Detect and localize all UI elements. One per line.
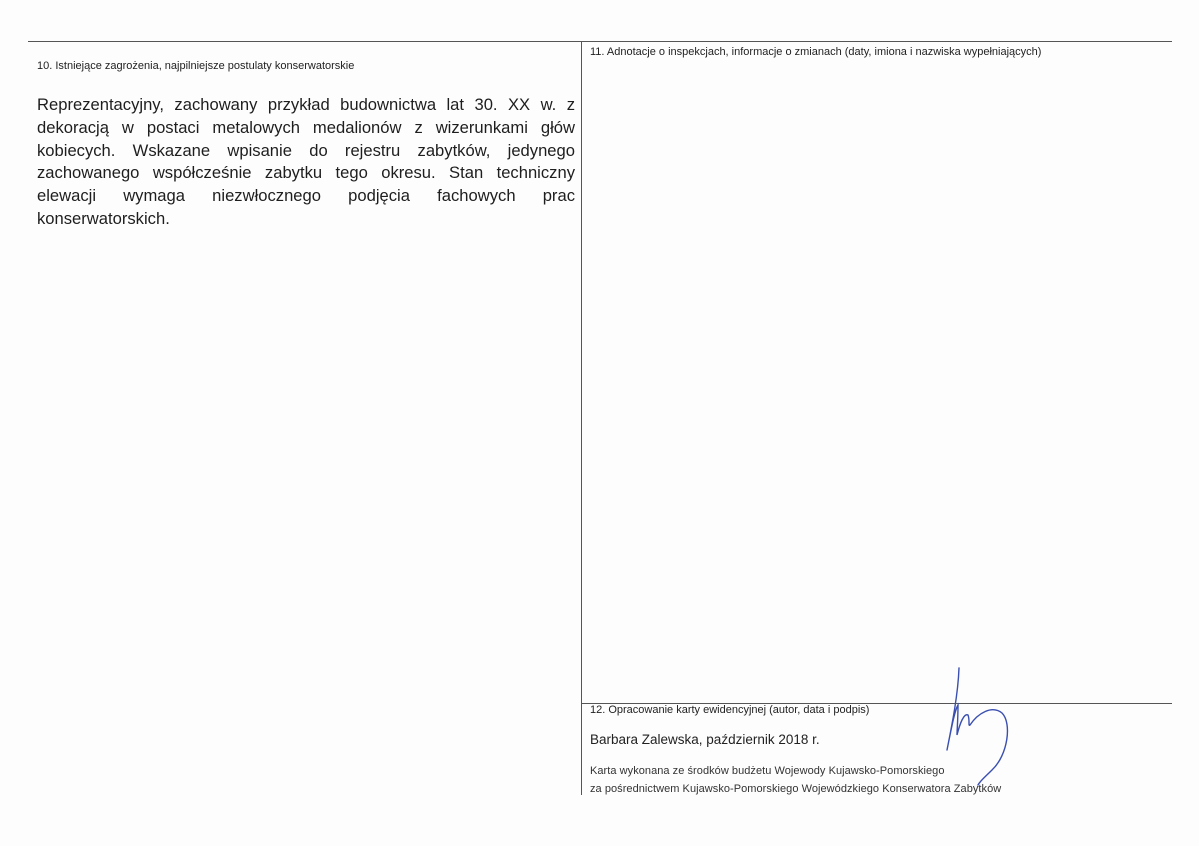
handwritten-signature [930,665,1020,795]
section-12-label: 12. Opracowanie karty ewidencyjnej (autor, data i podpis) [590,704,870,716]
column-divider [581,41,582,795]
author-date: Barbara Zalewska, październik 2018 r. [590,732,820,747]
funding-note-line1: Karta wykonana ze środków budżetu Wojewody Kujawsko-Pomorskiego [590,765,945,777]
funding-note-line2: za pośrednictwem Kujawsko-Pomorskiego Wojewódzkiego Konserwatora Zabytków [590,783,1002,795]
section-10-text: Reprezentacyjny, zachowany przykład budownictwa lat 30. XX w. z dekoracją w postaci metalowych medalionów z wizerunkami głów kobiecych. Wskazane wpisanie do rejestru zabytków, jedynego zachowanego współcześnie zabytku tego okresu. Stan techniczny elewacji wymaga niezwłocznego podjęcia fachowych prac konserwatorskich. [37,95,575,228]
section-10-label: 10. Istniejące zagrożenia, najpilniejsze postulaty konserwatorskie [37,60,355,72]
top-border [28,41,1172,42]
section-11-label: 11. Adnotacje o inspekcjach, informacje o zmianach (daty, imiona i nazwiska wypełniających) [590,46,1042,58]
